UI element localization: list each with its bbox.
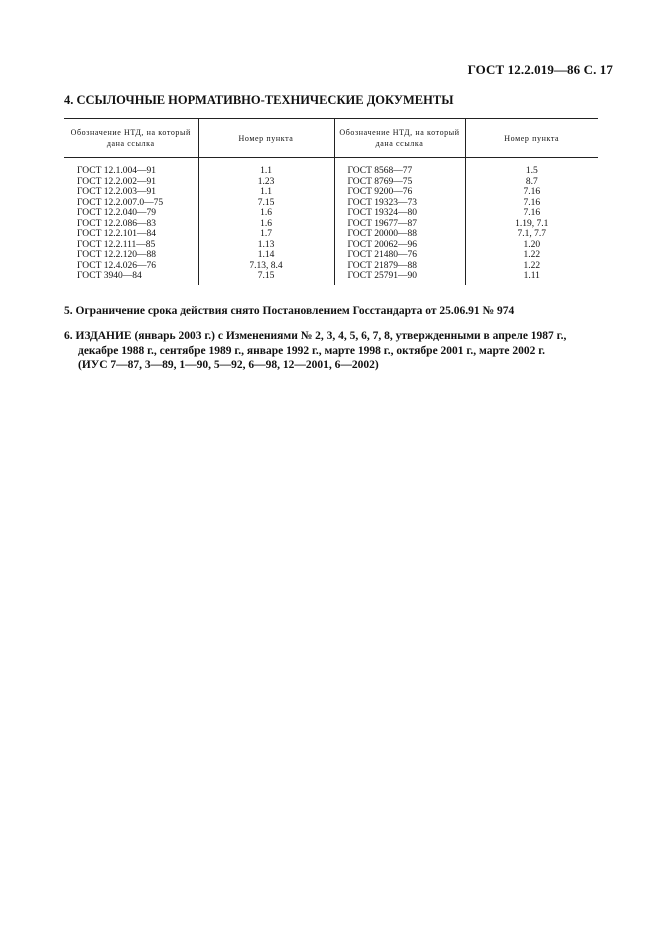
table-cell-document: ГОСТ 8769—75 (334, 177, 465, 188)
table-cell-document: ГОСТ 12.2.003—91 (77, 187, 156, 197)
table-cell-clause: 1.14 (198, 250, 334, 261)
table-cell-clause: 1.22 (465, 250, 598, 261)
column-header-document: Обозначение НТД, на который дана ссылка (64, 119, 198, 158)
table-row (64, 229, 598, 240)
table-cell-clause: 8.7 (465, 177, 598, 188)
section-5-paragraph: 5. Ограничение срока действия снято Постановлением Госстандарта от 25.06.91 № 974 (64, 305, 515, 317)
table-cell-clause: 1.23 (198, 177, 334, 188)
page-header: ГОСТ 12.2.019—86 С. 17 (467, 62, 613, 77)
table-cell-document: ГОСТ 25791—90 (334, 271, 465, 282)
table-cell-document: ГОСТ 21480—76 (334, 250, 465, 261)
table-cell-document: ГОСТ 20062—96 (334, 240, 465, 251)
table-cell-document: ГОСТ 12.2.111—85 (77, 239, 156, 250)
section-title: 4. ССЫЛОЧНЫЕ НОРМАТИВНО-ТЕХНИЧЕСКИЕ ДОКУМЕНТЫ (64, 93, 454, 107)
table-cell-document: ГОСТ 19677—87 (334, 219, 465, 230)
table-cell-clause: 7.15 (198, 198, 334, 209)
table-cell-document: ГОСТ 12.2.086—83 (77, 218, 156, 229)
table-row (64, 250, 598, 261)
table-cell-clause: 7.15 (198, 271, 334, 282)
table-row (64, 219, 598, 230)
table-cell-document: ГОСТ 12.2.002—91 (77, 176, 156, 187)
table-cell-clause: 7.1, 7.7 (465, 229, 598, 240)
table-cell-clause: 7.16 (465, 208, 598, 219)
table-cell-document: ГОСТ 19324—80 (334, 208, 465, 219)
table-cell-document: ГОСТ 8568—77 (334, 166, 465, 177)
table-cell-document: ГОСТ 19323—73 (334, 198, 465, 209)
table-header-row (64, 119, 598, 158)
section-6-line: декабре 1988 г., сентябре 1989 г., январе 1992 г., марте 1998 г., октябре 2001 г., марте 2002 г. (78, 344, 546, 357)
table-cell-clause: 1.7 (198, 229, 334, 240)
table-row (64, 240, 598, 251)
table-cell-clause: 7.13, 8.4 (198, 261, 334, 272)
table-cell-clause: 1.11 (465, 271, 598, 282)
table-cell-clause: 7.16 (465, 187, 598, 198)
table-cell-document: ГОСТ 12.2.120—88 (77, 250, 156, 260)
table-cell-document: ГОСТ 21879—88 (334, 261, 465, 272)
references-table (64, 118, 598, 285)
table-cell-clause: 1.19, 7.1 (465, 219, 598, 230)
table-row (64, 177, 598, 188)
table-cell-clause: 1.6 (198, 219, 334, 230)
table-row (64, 271, 598, 282)
section-6-paragraph (64, 329, 612, 373)
table-cell-document: ГОСТ 12.2.007.0—75 (77, 197, 164, 208)
table-row (64, 198, 598, 209)
table-cell-document: ГОСТ 3940—84 (77, 271, 142, 281)
table-cell-clause: 1.22 (465, 261, 598, 272)
table-cell-clause: 1.1 (198, 166, 334, 177)
table-cell-clause: 1.20 (465, 240, 598, 251)
section-6-line: 6. ИЗДАНИЕ (январь 2003 г.) с Изменениями № 2, 3, 4, 5, 6, 7, 8, утвержденными в апреле 1987 г., (64, 330, 567, 342)
table-row (64, 166, 598, 177)
table-cell-clause: 1.5 (465, 166, 598, 177)
table-cell-clause: 7.16 (465, 198, 598, 209)
column-header-clause: Номер пункта (198, 119, 334, 158)
column-header-clause: Номер пункта (465, 119, 598, 158)
table-cell-clause: 1.6 (198, 208, 334, 219)
table-row (64, 261, 598, 272)
table-row (64, 208, 598, 219)
table-cell-document: ГОСТ 12.2.040—79 (77, 208, 156, 218)
table-cell-document: ГОСТ 12.2.101—84 (77, 229, 156, 239)
table-cell-document: ГОСТ 12.1.004—91 (77, 166, 156, 176)
table-cell-clause: 1.13 (198, 240, 334, 251)
table-cell-document: ГОСТ 9200—76 (334, 187, 465, 198)
table-cell-document: ГОСТ 20000—88 (334, 229, 465, 240)
table-cell-clause: 1.1 (198, 187, 334, 198)
column-header-document: Обозначение НТД, на который дана ссылка (334, 119, 465, 158)
section-6-line: (ИУС 7—87, 3—89, 1—90, 5—92, 6—98, 12—2001, 6—2002) (78, 359, 379, 371)
table-row (64, 187, 598, 198)
table-cell-document: ГОСТ 12.4.026—76 (77, 260, 156, 271)
